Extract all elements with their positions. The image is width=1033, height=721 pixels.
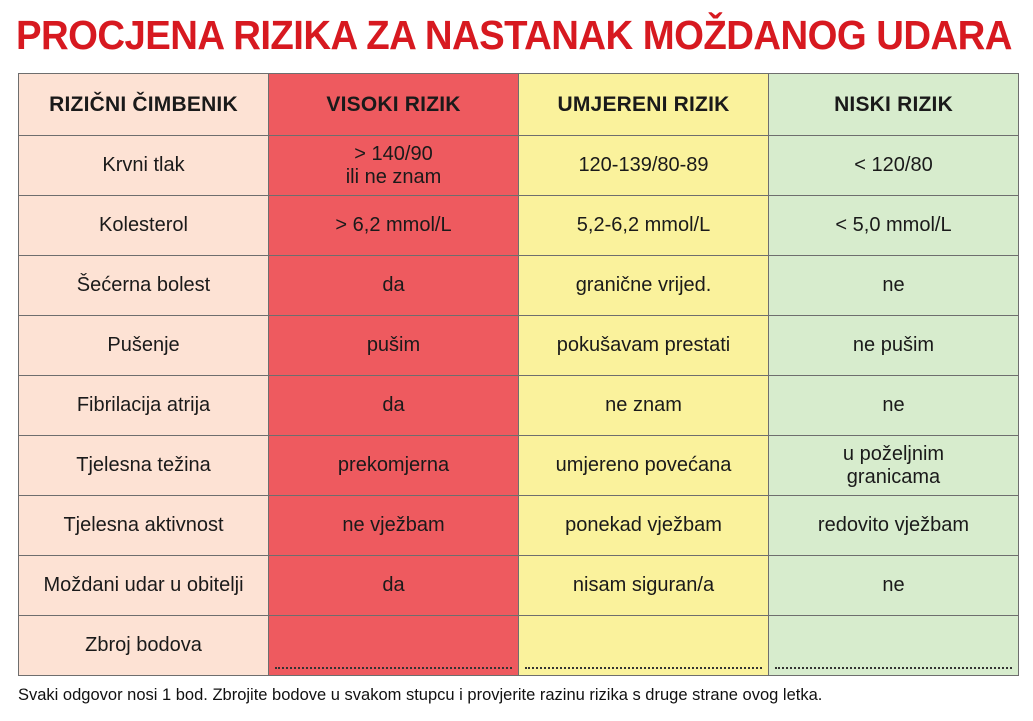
- cell-risk-factor: Šećerna bolest: [19, 256, 269, 316]
- cell-moderate-risk: [519, 316, 769, 376]
- cell-high-risk: [269, 316, 519, 376]
- cell-low-risk: [769, 136, 1019, 196]
- cell-text-line: > 6,2 mmol/L: [335, 214, 452, 236]
- sum-row-label: Zbroj bodova: [19, 616, 269, 676]
- cell-risk-factor: Tjelesna aktivnost: [19, 496, 269, 556]
- cell-text-line: ne znam: [605, 394, 682, 416]
- cell-low-risk: [769, 316, 1019, 376]
- header-low-risk: NISKI RIZIK: [769, 74, 1019, 136]
- cell-moderate-risk: [519, 556, 769, 616]
- header-moderate-risk: UMJERENI RIZIK: [519, 74, 769, 136]
- cell-high-risk: [269, 136, 519, 196]
- cell-text-line: da: [382, 394, 405, 416]
- cell-text-line: da: [382, 574, 405, 596]
- cell-text-line: 5,2-6,2 mmol/L: [576, 214, 711, 236]
- cell-text-line: < 120/80: [854, 154, 933, 176]
- sum-field-moderate-risk[interactable]: [519, 616, 769, 676]
- table-header-row: [19, 74, 1019, 136]
- cell-risk-factor: Fibrilacija atrija: [19, 376, 269, 436]
- cell-text-line: granične vrijed.: [575, 274, 712, 296]
- cell-text-line: da: [382, 274, 405, 296]
- table-row: [19, 556, 1019, 616]
- cell-text-line: > 140/90: [354, 142, 433, 165]
- cell-low-risk: [769, 436, 1019, 496]
- cell-text-line: nisam siguran/a: [572, 574, 715, 596]
- page-title: PROCJENA RIZIKA ZA NASTANAK MOŽDANOG UDARA: [16, 12, 1012, 58]
- cell-text-line: < 5,0 mmol/L: [835, 214, 952, 236]
- cell-text-line: pokušavam prestati: [556, 334, 731, 356]
- cell-moderate-risk: [519, 136, 769, 196]
- cell-risk-factor: Kolesterol: [19, 196, 269, 256]
- footnote: Svaki odgovor nosi 1 bod. Zbrojite bodove u svakom stupcu i provjerite razinu rizika s druge strane ovog letka.: [18, 686, 823, 704]
- cell-text-line: ne: [882, 574, 905, 596]
- header-high-risk: VISOKI RIZIK: [269, 74, 519, 136]
- table-row: [19, 136, 1019, 196]
- cell-moderate-risk: [519, 436, 769, 496]
- sum-field-high-risk[interactable]: [269, 616, 519, 676]
- cell-low-risk: [769, 256, 1019, 316]
- table-row: [19, 436, 1019, 496]
- cell-text-line: u poželjnim: [842, 442, 945, 465]
- cell-text-line: ne pušim: [852, 334, 935, 356]
- cell-risk-factor: Tjelesna težina: [19, 436, 269, 496]
- cell-high-risk: [269, 496, 519, 556]
- table-body: [19, 136, 1019, 676]
- dotted-fill-line: [525, 667, 762, 669]
- cell-text-line: ne: [882, 394, 905, 416]
- cell-low-risk: [769, 376, 1019, 436]
- table-row: [19, 196, 1019, 256]
- cell-moderate-risk: [519, 496, 769, 556]
- cell-high-risk: [269, 196, 519, 256]
- cell-high-risk: [269, 256, 519, 316]
- cell-text-line: umjereno povećana: [555, 454, 732, 476]
- cell-risk-factor: Krvni tlak: [19, 136, 269, 196]
- dotted-fill-line: [275, 667, 512, 669]
- table-row: [19, 256, 1019, 316]
- dotted-fill-line: [775, 667, 1012, 669]
- sum-row: [19, 616, 1019, 676]
- cell-text-line: pušim: [366, 334, 421, 356]
- risk-assessment-table: [18, 73, 1019, 676]
- cell-low-risk: [769, 196, 1019, 256]
- table-row: [19, 496, 1019, 556]
- cell-text-line: ponekad vježbam: [565, 514, 722, 536]
- cell-moderate-risk: [519, 376, 769, 436]
- cell-low-risk: [769, 496, 1019, 556]
- cell-high-risk: [269, 376, 519, 436]
- cell-text-line: ne vježbam: [342, 514, 445, 536]
- cell-moderate-risk: [519, 256, 769, 316]
- cell-risk-factor: Pušenje: [19, 316, 269, 376]
- table-row: [19, 376, 1019, 436]
- cell-low-risk: [769, 556, 1019, 616]
- sum-field-low-risk[interactable]: [769, 616, 1019, 676]
- table-row: [19, 316, 1019, 376]
- cell-text-line: redovito vježbam: [817, 514, 970, 536]
- cell-text-line: prekomjerna: [337, 454, 450, 476]
- header-risk-factor: RIZIČNI ČIMBENIK: [19, 74, 269, 136]
- cell-risk-factor: Moždani udar u obitelji: [19, 556, 269, 616]
- cell-text-line: ili ne znam: [345, 165, 442, 188]
- cell-moderate-risk: [519, 196, 769, 256]
- cell-text-line: granicama: [846, 465, 941, 488]
- cell-high-risk: [269, 436, 519, 496]
- cell-text-line: ne: [882, 274, 905, 296]
- cell-high-risk: [269, 556, 519, 616]
- cell-text-line: 120-139/80-89: [578, 154, 709, 176]
